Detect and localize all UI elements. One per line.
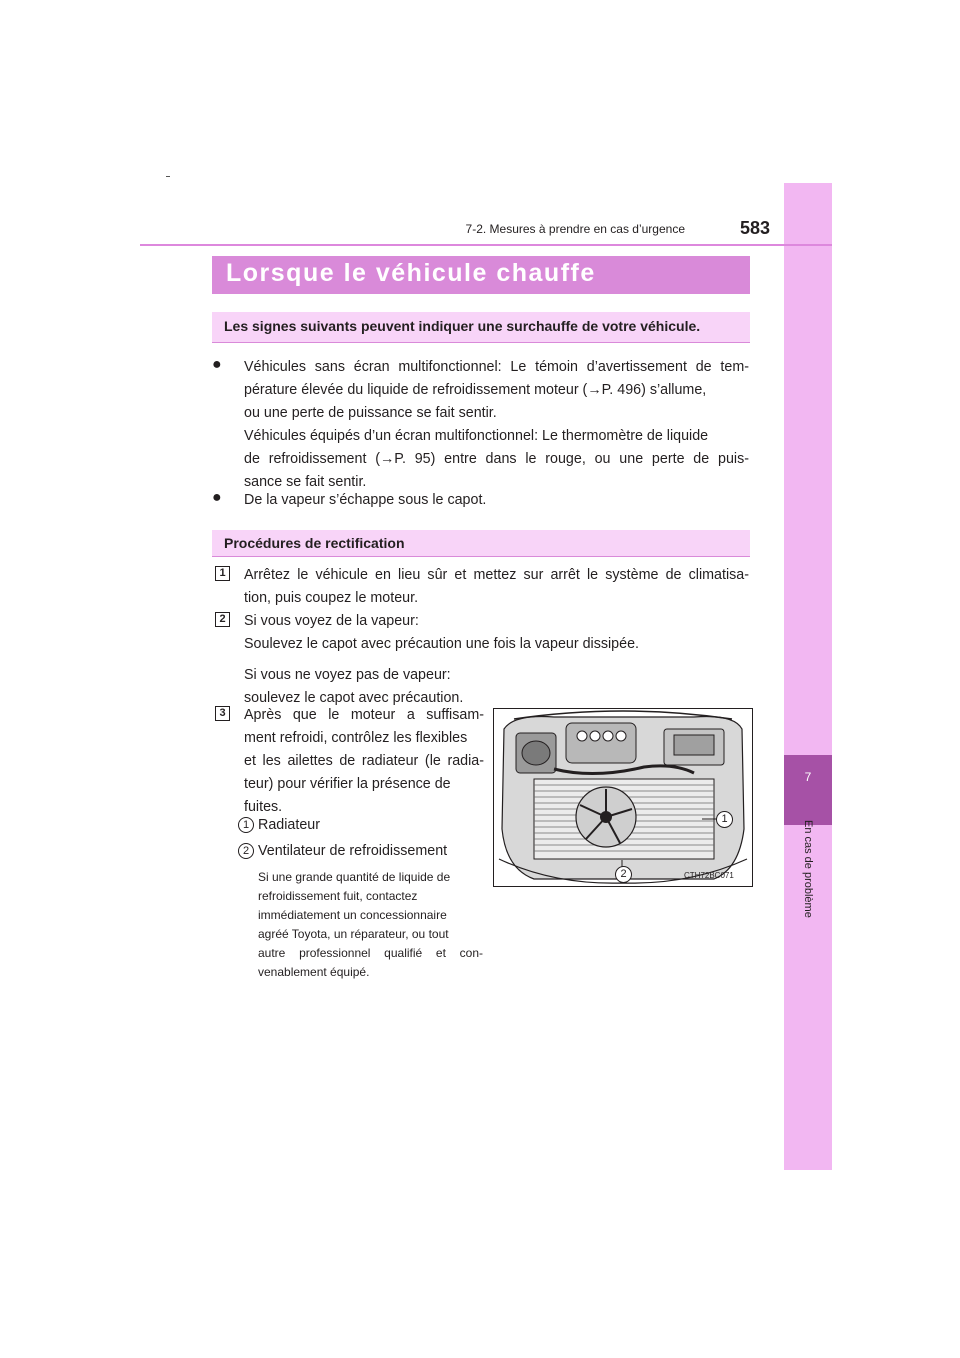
figure-callout-2: 2 bbox=[615, 866, 632, 883]
section-path: 7-2. Mesures à prendre en cas d’urgence bbox=[465, 222, 685, 236]
step-3-line: teur) pour vérifier la présence de bbox=[244, 776, 451, 792]
bullet-1-line: de refroidissement (→P. 95) entre dans le rouge, ou une perte de puis- bbox=[244, 451, 749, 467]
step-2-line: Si vous ne voyez pas de vapeur: bbox=[244, 667, 451, 683]
note-line: refroidissement fuit, contactez bbox=[258, 889, 418, 903]
page-title: Lorsque le véhicule chauffe bbox=[226, 259, 596, 287]
step-2-line: Si vous voyez de la vapeur: bbox=[244, 613, 419, 629]
step-1-line: tion, puis coupez le moteur. bbox=[244, 590, 419, 606]
bullet-1-line: Véhicules équipés d’un écran multifonctionnel: Le thermomètre de liquide bbox=[244, 428, 709, 444]
step-2-number: 2 bbox=[215, 612, 230, 627]
chapter-number: 7 bbox=[804, 770, 812, 784]
procedure-heading: Procédures de rectification bbox=[224, 535, 405, 551]
step-3-number: 3 bbox=[215, 706, 230, 721]
engine-bay-drawing bbox=[494, 709, 752, 886]
step-2-line: Soulevez le capot avec précaution une fois la vapeur dissipée. bbox=[244, 636, 640, 652]
note-line: autre professionnel qualifié et con- bbox=[258, 946, 483, 960]
engine-bay-illustration bbox=[493, 708, 753, 887]
step-3-line: et les ailettes de radiateur (le radia- bbox=[244, 753, 484, 769]
bullet-1-line: Véhicules sans écran multifonctionnel: Le témoin d’avertissement de tem- bbox=[244, 359, 749, 375]
bullet-2 bbox=[244, 489, 486, 512]
callout-2-number: 2 bbox=[238, 843, 254, 859]
header-rule bbox=[140, 244, 832, 246]
corner-mark bbox=[166, 176, 170, 177]
step-1-number: 1 bbox=[215, 566, 230, 581]
bullet-1 bbox=[244, 356, 749, 494]
note-line: immédiatement un concessionnaire bbox=[258, 908, 447, 922]
intro-text: Les signes suivants peuvent indiquer une surchauffe de votre véhicule. bbox=[224, 318, 701, 334]
step-3-line: Après que le moteur a suffisam- bbox=[244, 707, 484, 723]
bullet-1-line: sance se fait sentir. bbox=[244, 474, 367, 490]
chapter-side-tab bbox=[784, 183, 832, 1170]
figure-callout-1: 1 bbox=[716, 811, 733, 828]
chapter-number-block bbox=[784, 755, 832, 825]
step-3-text bbox=[244, 704, 484, 819]
bullet-icon: ● bbox=[212, 356, 222, 373]
step-2-line: soulevez le capot avec précaution. bbox=[244, 690, 464, 706]
step-1-text bbox=[244, 564, 749, 610]
bullet-2-line: De la vapeur s’échappe sous le capot. bbox=[244, 492, 487, 508]
bullet-1-line: pérature élevée du liquide de refroidissement moteur (→P. 496) s’allume, bbox=[244, 382, 707, 398]
bullet-1-line: ou une perte de puissance se fait sentir. bbox=[244, 405, 497, 421]
chapter-title-vertical bbox=[800, 820, 820, 960]
note-line: Si une grande quantité de liquide de bbox=[258, 870, 451, 884]
step-2-text bbox=[244, 610, 749, 710]
note-line: venablement équipé. bbox=[258, 965, 370, 979]
page-number: 583 bbox=[740, 218, 771, 238]
step-1-line: Arrêtez le véhicule en lieu sûr et mettez sur arrêt le système de climatisa- bbox=[244, 567, 749, 583]
step-3-line: fuites. bbox=[244, 799, 283, 815]
callout-1-label: Radiateur bbox=[258, 817, 320, 833]
callout-1-number: 1 bbox=[238, 817, 254, 833]
callout-2-label: Ventilateur de refroidissement bbox=[258, 843, 448, 859]
bullet-icon: ● bbox=[212, 489, 222, 506]
step-3-line: ment refroidi, contrôlez les flexibles bbox=[244, 730, 468, 746]
chapter-title: En cas de problème bbox=[802, 820, 814, 918]
figure-code: CTH72BC071 bbox=[684, 871, 734, 880]
note-line: agréé Toyota, un réparateur, ou tout bbox=[258, 927, 449, 941]
note-text bbox=[258, 868, 483, 982]
